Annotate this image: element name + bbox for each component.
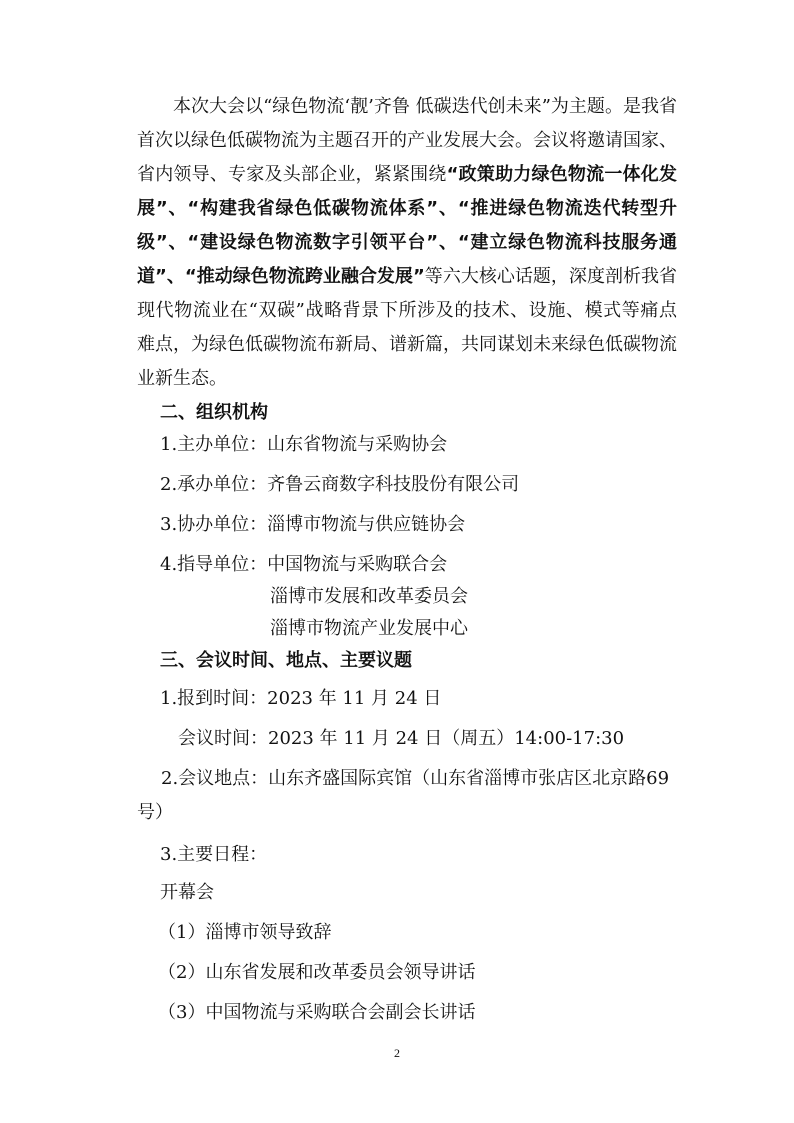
page-number: 2 [394,1046,400,1060]
intro-text: 本次大会以“绿色物流‘靓’齐鲁 低碳迭代创未来”为主题。是我省首次以绿色低碳物流为主题召开的产业发展大会。会议将邀请国家、省内领导、专家及头部企业，紧紧围绕 [137,96,677,185]
agenda-item: （1）淄博市领导致辞 [158,922,332,943]
guidance-unit-line-3: 淄博市物流产业发展中心 [270,618,468,639]
separator: 、 [167,198,188,219]
guidance-unit-line: 4.指导单位：中国物流与采购联合会 [160,554,448,575]
meeting-time: 会议时间：2023 年 11 月 24 日（周五）14:00-17:30 [178,728,625,749]
separator: 、 [438,198,458,219]
undertaker-line: 2.承办单位：齐鲁云商数字科技股份有限公司 [160,474,520,495]
meeting-venue: 2.会议地点：山东齐盛国际宾馆（山东省淄博市张店区北京路69 号） [137,768,670,823]
separator: 、 [167,232,188,253]
separator: 、 [438,232,458,253]
agenda-item: （2）山东省发展和改革委员会领导讲话 [158,962,476,983]
agenda-title: 3.主要日程： [160,844,268,865]
topic-3: “推进绿色物流迭代转型升级” [137,198,677,253]
topic-1: “政策助力绿色物流一体化发展” [137,164,677,219]
topic-4: “建设绿色物流数字引领平台” [187,232,439,253]
section-title-organization: 二、组织机构 [160,402,268,423]
organizer-line: 1.主办单位：山东省物流与采购协会 [160,434,448,455]
intro-paragraph [137,90,677,396]
checkin-time: 1.报到时间：2023 年 11 月 24 日 [160,688,442,709]
agenda-item: （3）中国物流与采购联合会副会长讲话 [158,1002,476,1023]
topic-6: “推动绿色物流跨业融合发展” [184,266,425,287]
co-organizer-line: 3.协办单位：淄博市物流与供应链协会 [160,514,466,535]
guidance-unit-line-2: 淄博市发展和改革委员会 [270,586,468,607]
separator: 、 [166,266,185,287]
opening-session: 开幕会 [160,882,214,903]
topic-2: “构建我省绿色低碳物流体系” [187,198,439,219]
intro-text-continued: 等六大核心话题，深度剖析我省现代物流业在“双碳”战略背景下所涉及的技术、设施、模式等痛点难点，为绿色低碳物流布新局、谱新篇，共同谋划未来绿色低碳物流业新生态。 [137,266,678,389]
topic-5: “建立绿色物流科技服务通道” [137,232,677,287]
section-title-meeting: 三、会议时间、地点、主要议题 [160,650,412,671]
